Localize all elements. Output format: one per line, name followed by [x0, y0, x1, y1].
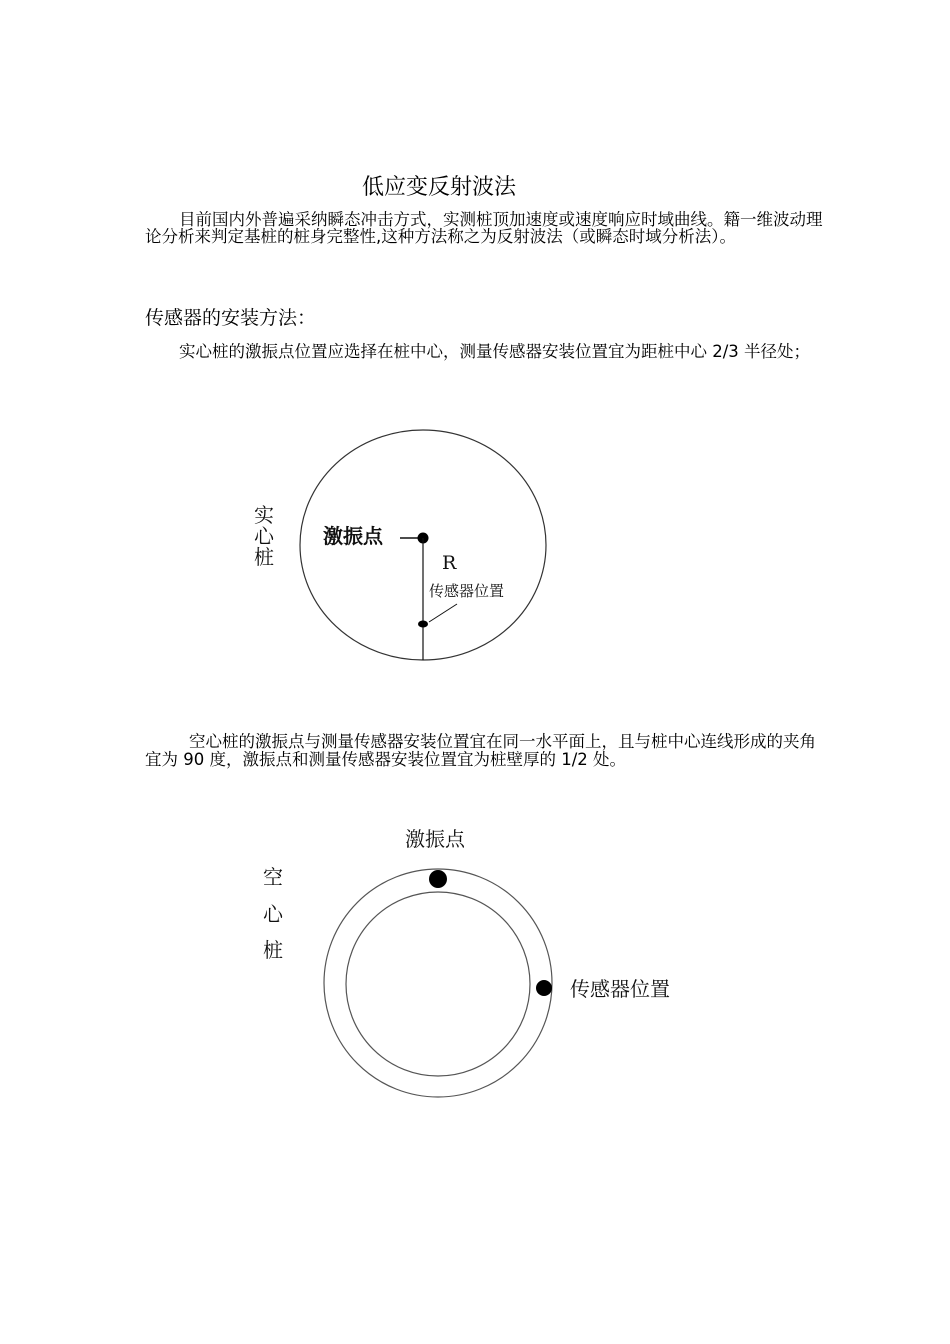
sensor-position-label: 传感器位置	[570, 977, 670, 1001]
hollow-pile-svg	[245, 800, 695, 1110]
document-title: 低应变反射波法	[361, 175, 516, 200]
sensor-point-dot	[536, 980, 552, 996]
solid-pile-side-label-1: 实	[254, 503, 274, 527]
radius-label: R	[442, 552, 457, 574]
hollow-pile-side-label-3: 桩	[263, 938, 283, 962]
section-heading: 传感器的安装方法：	[145, 307, 317, 329]
hollow-pile-side-label-2: 心	[263, 902, 283, 926]
sensor-point-dot	[418, 621, 428, 628]
excitation-point-label: 激振点	[405, 827, 465, 851]
intro-paragraph: 目前国内外普遍采纳瞬态冲击方式，实测桩顶加速度或速度响应时域曲线。籍一维波动理论分析来判定基桩的桩身完整性,这种方法称之为反射波法（或瞬态时域分析法）。	[145, 210, 823, 246]
solid-pile-side-label-2: 心	[254, 524, 274, 548]
solid-pile-side-label-3: 桩	[254, 545, 274, 569]
hollow-pile-paragraph: 空心桩的激振点与测量传感器安装位置宜在同一水平面上，且与桩中心连线形成的夹角宜为 90 度，激振点和测量传感器安装位置宜为桩壁厚的 1/2 处。	[145, 732, 816, 769]
sensor-position-label: 传感器位置	[429, 582, 505, 600]
hollow-pile-diagram	[245, 800, 695, 1110]
excitation-point-label: 激振点	[323, 524, 383, 548]
excitation-point-dot	[429, 870, 447, 888]
solid-pile-diagram	[245, 418, 557, 663]
pile-inner-wall-circle	[346, 892, 530, 1076]
sensor-leader-line	[429, 604, 457, 622]
solid-pile-paragraph: 实心桩的激振点位置应选择在桩中心，测量传感器安装位置宜为距桩中心 2/3 半径处；	[179, 342, 811, 361]
hollow-pile-side-label-1: 空	[263, 865, 283, 889]
pile-outer-wall-circle	[324, 869, 552, 1097]
solid-pile-svg	[245, 418, 557, 663]
